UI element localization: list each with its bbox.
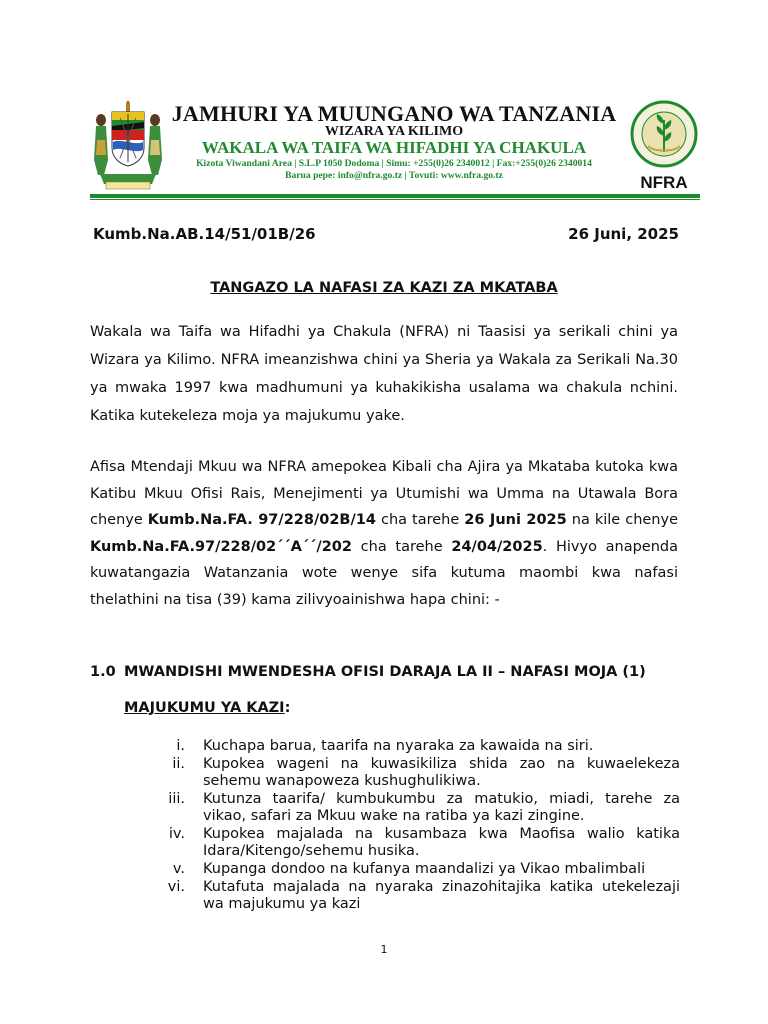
permit-paragraph: Afisa Mtendaji Mkuu wa NFRA amepokea Kibali cha Ajira ya Mkataba kutoka kwa Katibu Mkuu Ofisi Rais, Menejimenti ya Utumishi wa Umma na Utawala Bora chenye Kumb.Na.FA. 97/228/02B/14 cha tarehe 26 Juni 2025 na kile chenye Kumb.Na.FA.97/228/02´´A´´/202 cha tarehe 24/04/2025. Hivyo anapenda kuwatangazia Watanzania wote wenye sifa kutuma maombi kwa nafasi thelathini na tisa (39) kama zilivyoainishwa hapa chini: - [90,459,679,608]
coat-of-arms-emblem [92,100,164,192]
section-title: MWANDISHI MWENDESHA OFISI DARAJA LA II – NAFASI MOJA (1) [124,664,646,680]
letterhead-contacts: Barua pepe: info@nfra.go.tz | Tovuti: www.nfra.go.tz [285,170,503,181]
reference-number: Kumb.Na.AB.14/51/01B/26 [93,225,316,243]
permit-reference-1: Kumb.Na.FA. 97/228/02B/14 [147,512,376,528]
letterhead-rule [90,194,700,198]
duty-item-number: iii. [168,791,185,807]
duty-item-text: Kupokea majalada na kusambaza kwa Maofisa walio katika Idara/Kitengo/sehemu husika. [203,826,680,859]
duty-item-text: Kuchapa barua, taarifa na nyaraka za kawaida na siri. [203,738,594,754]
duty-item [150,879,680,913]
duty-item [150,756,680,790]
document-heading: TANGAZO LA NAFASI ZA KAZI ZA MKATABA [210,280,558,296]
duty-item-text: Kutafuta majalada na nyaraka zinazohitajika katika utekelezaji wa majukumu ya kazi [203,879,680,912]
letterhead-address: Kizota Viwandani Area | S.L.P 1050 Dodoma | Simu: +255(0)26 2340012 | Fax:+255(0)26 2340014 [196,158,592,169]
duty-item-number: i. [176,738,185,754]
page-number: 1 [380,943,388,956]
letterhead-agency: WAKALA WA TAIFA WA HIFADHI YA CHAKULA [201,138,587,157]
letterhead-title: JAMHURI YA MUUNGANO WA TANZANIA [171,101,617,126]
section-number: 1.0 [90,664,116,680]
intro-paragraph: Wakala wa Taifa wa Hifadhi ya Chakula (NFRA) ni Taasisi ya serikali chini ya Wizara ya Kilimo. NFRA imeanzishwa chini ya Sheria ya Wakala za Serikali Na.30 ya mwaka 1997 kwa madhumuni ya kuhakikisha usalama wa chakula nchini. Katika kutekeleza moja ya majukumu yake. [90,324,678,424]
letterhead-ministry: WIZARA YA KILIMO [324,124,464,139]
letterhead-rule-thin [90,199,700,200]
duties-list [150,738,680,914]
duty-item-number: ii. [172,756,185,772]
permit-date-2: 24/04/2025 [451,538,543,555]
duty-item-number: iv. [168,826,185,842]
duty-item [150,826,680,860]
duty-item-text: Kupanga dondoo na kufanya maandalizi ya Vikao mbalimbali [203,861,646,877]
duty-item-number: v. [172,861,185,877]
duty-item-text: Kutunza taarifa/ kumbukumbu za matukio, miadi, tarehe za vikao, safari za Mkuu wake na ratiba ya kazi zingine. [203,791,680,824]
nfra-logo-text: NFRA [640,173,688,192]
section-heading [90,664,646,680]
duty-item-text: Kupokea wageni na kuwasikiliza shida zao na kuwaelekeza sehemu wanapoweza kushughulikiwa. [203,756,680,789]
duty-item [150,738,680,755]
duty-item [150,791,680,825]
nfra-logo [624,100,704,192]
duties-heading: MAJUKUMU YA KAZI: [124,700,291,716]
duty-item [150,861,680,878]
permit-date-1: 26 Juni 2025 [464,512,567,528]
duty-item-number: vi. [167,879,185,895]
permit-reference-2: Kumb.Na.FA.97/228/02´´A´´/202 [90,538,352,555]
letter-date: 26 Juni, 2025 [568,225,679,243]
